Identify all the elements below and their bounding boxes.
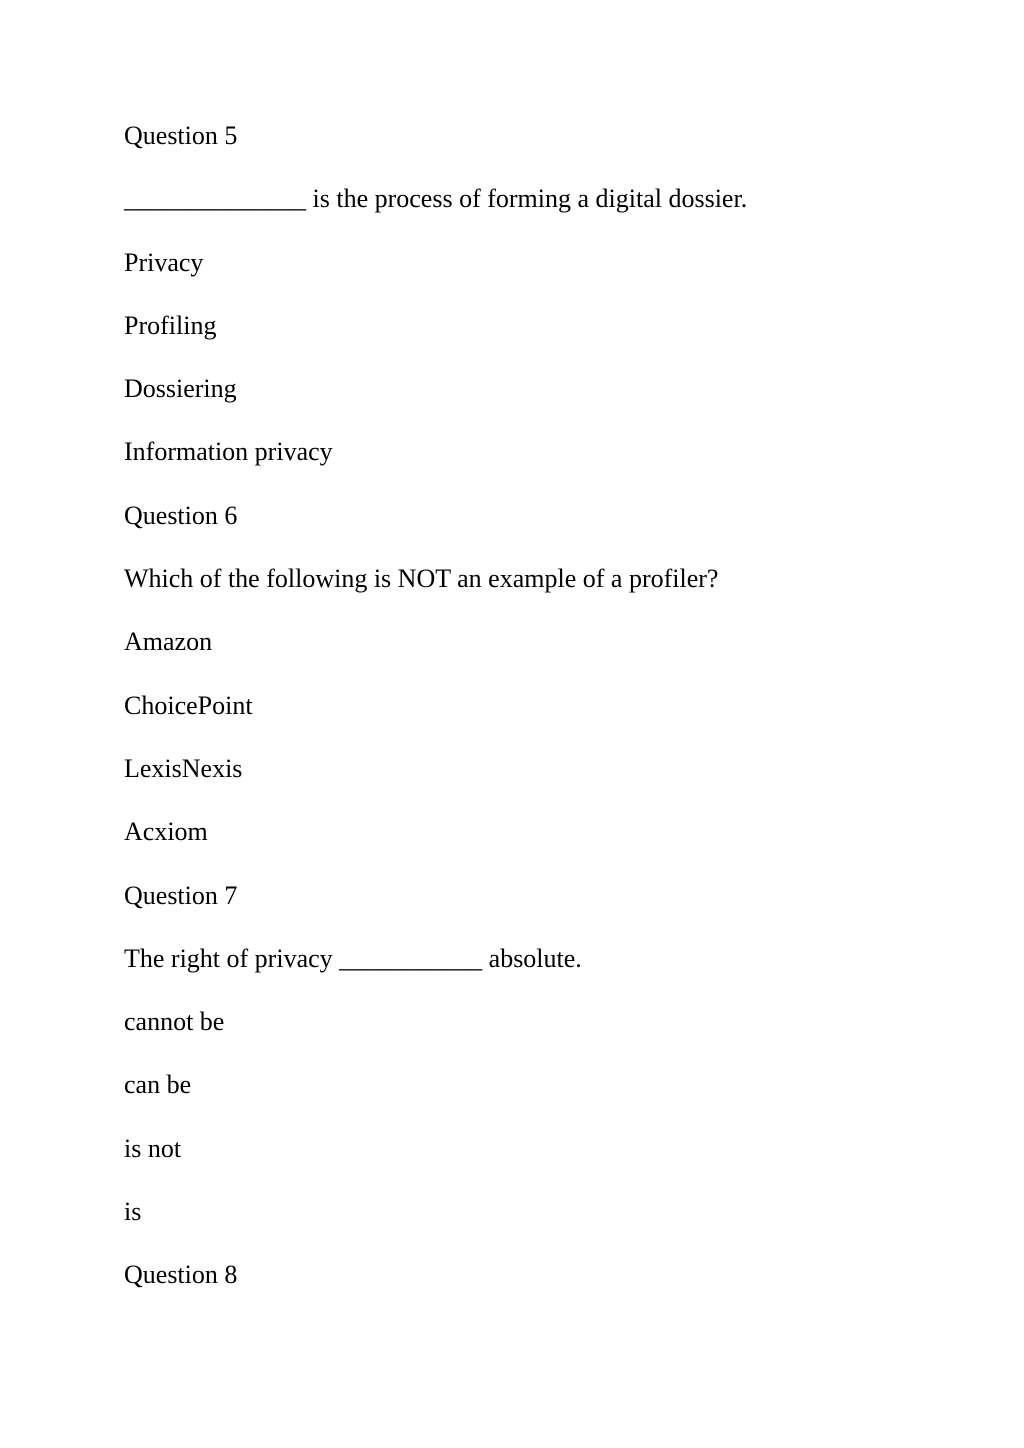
question-5-option-4: Information privacy [124, 437, 333, 467]
question-6-heading: Question 6 [124, 500, 238, 530]
question-7-prompt: The right of privacy ___________ absolute. [124, 943, 582, 973]
question-5-prompt: ______________ is the process of forming a digital dossier. [124, 184, 748, 214]
question-7-option-2: can be [124, 1070, 192, 1100]
question-7-option-1: cannot be [124, 1007, 225, 1037]
question-6-option-2: ChoicePoint [124, 690, 253, 720]
question-6-option-3: LexisNexis [124, 753, 243, 783]
question-5-heading: Question 5 [124, 121, 238, 150]
question-7-option-4: is [124, 1197, 142, 1227]
document-page [124, 121, 984, 1324]
question-6-option-4: Acxiom [124, 817, 208, 847]
question-5-option-1: Privacy [124, 247, 204, 277]
question-7-option-3: is not [124, 1133, 182, 1163]
question-5-option-3: Dossiering [124, 374, 237, 404]
question-6-prompt: Which of the following is NOT an example of a profiler? [124, 564, 719, 594]
question-8-heading: Question 8 [124, 1260, 238, 1290]
question-5-option-2: Profiling [124, 310, 217, 340]
question-7-heading: Question 7 [124, 880, 238, 910]
question-6-option-1: Amazon [124, 627, 213, 657]
